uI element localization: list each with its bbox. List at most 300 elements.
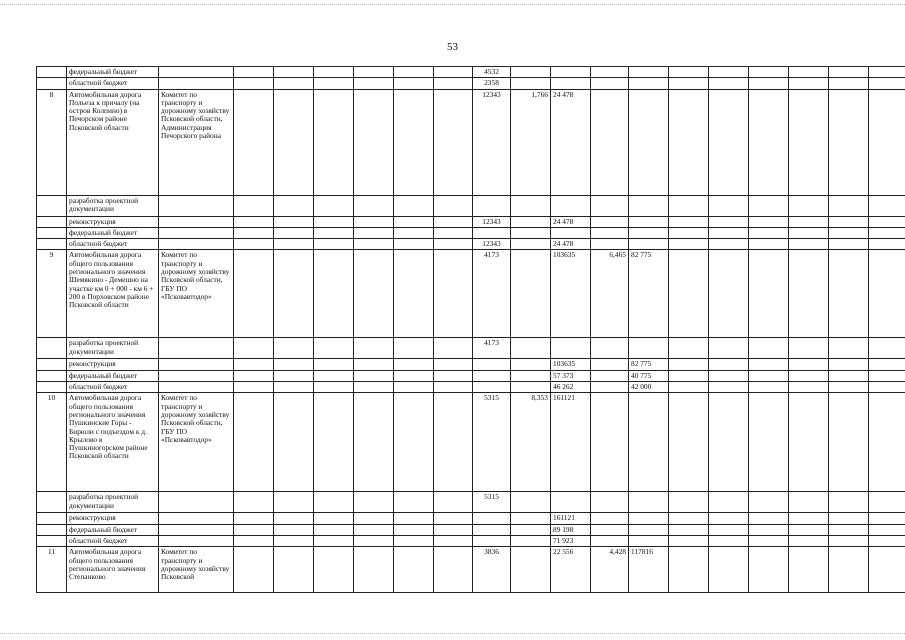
row-number-cell [37, 535, 67, 546]
empty-cell [354, 78, 394, 89]
empty-cell [869, 492, 905, 513]
scan-edge-bottom [0, 633, 905, 637]
row-number-cell [37, 78, 67, 89]
empty-cell [434, 492, 473, 513]
empty-cell [274, 524, 314, 535]
value-cell [551, 227, 591, 238]
value-cell [551, 67, 591, 78]
empty-cell [394, 195, 434, 216]
value-cell: 24 478 [551, 216, 591, 227]
value-cell [591, 338, 629, 359]
empty-cell [274, 393, 314, 492]
empty-cell [434, 338, 473, 359]
empty-cell [354, 239, 394, 250]
value-cell [629, 513, 669, 524]
row-number-cell: 11 [37, 547, 67, 593]
empty-cell [354, 492, 394, 513]
empty-cell [869, 67, 905, 78]
empty-cell [869, 216, 905, 227]
value-cell [511, 524, 551, 535]
value-cell [591, 393, 629, 492]
value-cell [629, 67, 669, 78]
empty-cell [829, 89, 869, 195]
empty-cell [394, 393, 434, 492]
empty-cell [789, 338, 829, 359]
row-number-cell: 9 [37, 250, 67, 338]
empty-cell [434, 78, 473, 89]
value-cell: 4,428 [591, 547, 629, 593]
value-cell [591, 535, 629, 546]
empty-cell [709, 370, 749, 381]
empty-cell [434, 239, 473, 250]
empty-cell [829, 67, 869, 78]
value-cell [591, 382, 629, 393]
value-cell: 161121 [551, 393, 591, 492]
empty-cell [669, 393, 709, 492]
empty-cell [274, 547, 314, 593]
empty-cell [749, 78, 789, 89]
object-name-cell: федеральный бюджет [67, 524, 159, 535]
empty-cell [314, 67, 354, 78]
object-name-cell: Автомобильная дорога Польеза к причалу (на остров Колпино) в Печорском районе Псковской области [67, 89, 159, 195]
table-row [37, 370, 905, 381]
empty-cell [669, 513, 709, 524]
object-name-cell: разработка проектной документации [67, 492, 159, 513]
empty-cell [234, 67, 274, 78]
scan-edge-top [0, 0, 905, 5]
empty-cell [829, 227, 869, 238]
empty-cell [869, 78, 905, 89]
value-cell [629, 535, 669, 546]
empty-cell [749, 227, 789, 238]
empty-cell [314, 227, 354, 238]
empty-cell [789, 67, 829, 78]
empty-cell [709, 513, 749, 524]
empty-cell [789, 78, 829, 89]
table-row [37, 250, 905, 338]
empty-cell [789, 535, 829, 546]
value-cell [629, 239, 669, 250]
value-cell [551, 195, 591, 216]
row-number-cell [37, 227, 67, 238]
value-cell [473, 513, 511, 524]
empty-cell [709, 359, 749, 370]
table-row [37, 492, 905, 513]
empty-cell [394, 78, 434, 89]
empty-cell [749, 239, 789, 250]
empty-cell [354, 67, 394, 78]
value-cell: 5315 [473, 393, 511, 492]
table-body [37, 67, 905, 593]
empty-cell [434, 359, 473, 370]
empty-cell [669, 67, 709, 78]
empty-cell [749, 216, 789, 227]
executor-cell [159, 382, 234, 393]
empty-cell [829, 195, 869, 216]
empty-cell [234, 227, 274, 238]
empty-cell [869, 338, 905, 359]
empty-cell [274, 89, 314, 195]
empty-cell [709, 216, 749, 227]
empty-cell [394, 89, 434, 195]
empty-cell [274, 227, 314, 238]
value-cell [629, 216, 669, 227]
empty-cell [709, 338, 749, 359]
value-cell [591, 78, 629, 89]
empty-cell [709, 382, 749, 393]
value-cell: 103635 [551, 250, 591, 338]
value-cell: 12343 [473, 239, 511, 250]
value-cell: 103635 [551, 359, 591, 370]
object-name-cell: областной бюджет [67, 382, 159, 393]
empty-cell [434, 547, 473, 593]
value-cell: 161121 [551, 513, 591, 524]
row-number-cell [37, 382, 67, 393]
empty-cell [234, 78, 274, 89]
empty-cell [829, 359, 869, 370]
empty-cell [314, 195, 354, 216]
empty-cell [394, 513, 434, 524]
empty-cell [749, 359, 789, 370]
executor-cell [159, 524, 234, 535]
empty-cell [394, 227, 434, 238]
empty-cell [749, 524, 789, 535]
object-name-cell: реконструкция [67, 359, 159, 370]
object-name-cell: областной бюджет [67, 239, 159, 250]
empty-cell [394, 535, 434, 546]
empty-cell [434, 216, 473, 227]
empty-cell [669, 370, 709, 381]
value-cell [629, 524, 669, 535]
empty-cell [709, 492, 749, 513]
empty-cell [789, 216, 829, 227]
empty-cell [789, 547, 829, 593]
empty-cell [274, 513, 314, 524]
empty-cell [709, 250, 749, 338]
value-cell [629, 492, 669, 513]
value-cell: 57 373 [551, 370, 591, 381]
empty-cell [749, 393, 789, 492]
executor-cell [159, 535, 234, 546]
empty-cell [314, 513, 354, 524]
row-number-cell: 10 [37, 393, 67, 492]
value-cell [591, 513, 629, 524]
value-cell [473, 359, 511, 370]
empty-cell [314, 250, 354, 338]
empty-cell [394, 370, 434, 381]
empty-cell [829, 78, 869, 89]
value-cell: 42 000 [629, 382, 669, 393]
executor-cell [159, 227, 234, 238]
empty-cell [709, 195, 749, 216]
empty-cell [234, 513, 274, 524]
empty-cell [314, 239, 354, 250]
empty-cell [354, 547, 394, 593]
empty-cell [789, 393, 829, 492]
empty-cell [434, 195, 473, 216]
value-cell [511, 216, 551, 227]
value-cell [511, 513, 551, 524]
empty-cell [314, 78, 354, 89]
value-cell [473, 524, 511, 535]
empty-cell [354, 513, 394, 524]
empty-cell [274, 370, 314, 381]
table-row [37, 547, 905, 593]
empty-cell [829, 239, 869, 250]
empty-cell [829, 382, 869, 393]
row-number-cell [37, 359, 67, 370]
page-number: 53 [447, 41, 458, 53]
empty-cell [749, 195, 789, 216]
empty-cell [789, 195, 829, 216]
table-row [37, 338, 905, 359]
value-cell [551, 492, 591, 513]
empty-cell [354, 535, 394, 546]
empty-cell [434, 67, 473, 78]
value-cell [591, 216, 629, 227]
table-row [37, 89, 905, 195]
table-row [37, 195, 905, 216]
value-cell: 22 556 [551, 547, 591, 593]
value-cell [511, 67, 551, 78]
empty-cell [434, 89, 473, 195]
empty-cell [314, 382, 354, 393]
value-cell [511, 338, 551, 359]
executor-cell: Комитет по транспорту и дорожному хозяйству Псковской [159, 547, 234, 593]
executor-cell [159, 216, 234, 227]
empty-cell [314, 359, 354, 370]
empty-cell [789, 513, 829, 524]
empty-cell [829, 216, 869, 227]
empty-cell [274, 359, 314, 370]
empty-cell [669, 78, 709, 89]
value-cell [629, 78, 669, 89]
value-cell [511, 547, 551, 593]
empty-cell [354, 250, 394, 338]
value-cell: 89 198 [551, 524, 591, 535]
empty-cell [434, 524, 473, 535]
empty-cell [709, 393, 749, 492]
value-cell: 71 923 [551, 535, 591, 546]
value-cell [629, 195, 669, 216]
value-cell: 4173 [473, 338, 511, 359]
value-cell [511, 535, 551, 546]
empty-cell [829, 338, 869, 359]
table-row [37, 359, 905, 370]
executor-cell [159, 338, 234, 359]
empty-cell [314, 370, 354, 381]
empty-cell [434, 370, 473, 381]
empty-cell [869, 524, 905, 535]
object-name-cell: областной бюджет [67, 78, 159, 89]
empty-cell [669, 359, 709, 370]
empty-cell [709, 78, 749, 89]
empty-cell [434, 382, 473, 393]
object-name-cell: Автомобильная дорога общего пользования регионального значения Шемякино - Демешно на участке км 0 + 000 - км 6 + 200 в Порховском районе Псковской области [67, 250, 159, 338]
value-cell: 2358 [473, 78, 511, 89]
empty-cell [394, 338, 434, 359]
value-cell: 4173 [473, 250, 511, 338]
value-cell [473, 382, 511, 393]
executor-cell [159, 370, 234, 381]
value-cell [591, 524, 629, 535]
value-cell [473, 370, 511, 381]
value-cell [551, 338, 591, 359]
empty-cell [354, 216, 394, 227]
empty-cell [234, 547, 274, 593]
value-cell [511, 359, 551, 370]
empty-cell [274, 250, 314, 338]
value-cell [591, 195, 629, 216]
executor-cell: Комитет по транспорту и дорожному хозяйству Псковской области, ГБУ ПО «Псковавтодор» [159, 393, 234, 492]
empty-cell [274, 382, 314, 393]
empty-cell [274, 535, 314, 546]
table-row [37, 382, 905, 393]
empty-cell [669, 239, 709, 250]
object-name-cell: Автомобильная дорога общего пользования регионального значения Пушкинские Горы - Бирюли с подъездом к д. Крылово в Пушкиногорском районе Псковской области [67, 393, 159, 492]
empty-cell [274, 338, 314, 359]
empty-cell [709, 547, 749, 593]
row-number-cell [37, 492, 67, 513]
empty-cell [274, 78, 314, 89]
empty-cell [394, 547, 434, 593]
empty-cell [829, 492, 869, 513]
row-number-cell [37, 67, 67, 78]
program-table [36, 66, 905, 593]
empty-cell [749, 382, 789, 393]
empty-cell [234, 195, 274, 216]
value-cell [591, 227, 629, 238]
empty-cell [749, 535, 789, 546]
value-cell [473, 227, 511, 238]
empty-cell [394, 492, 434, 513]
value-cell: 24 478 [551, 239, 591, 250]
empty-cell [749, 513, 789, 524]
empty-cell [234, 359, 274, 370]
empty-cell [869, 359, 905, 370]
object-name-cell: разработка проектной документации [67, 338, 159, 359]
table-row [37, 78, 905, 89]
value-cell [551, 78, 591, 89]
empty-cell [314, 492, 354, 513]
empty-cell [234, 370, 274, 381]
table-row [37, 393, 905, 492]
empty-cell [789, 370, 829, 381]
empty-cell [869, 195, 905, 216]
empty-cell [669, 524, 709, 535]
value-cell [591, 239, 629, 250]
empty-cell [669, 250, 709, 338]
empty-cell [234, 524, 274, 535]
empty-cell [869, 535, 905, 546]
value-cell [591, 492, 629, 513]
value-cell [511, 382, 551, 393]
empty-cell [314, 547, 354, 593]
empty-cell [669, 338, 709, 359]
object-name-cell: разработка проектной документации [67, 195, 159, 216]
value-cell: 1,766 [511, 89, 551, 195]
value-cell [591, 359, 629, 370]
table-row [37, 535, 905, 546]
row-number-cell [37, 338, 67, 359]
empty-cell [434, 393, 473, 492]
empty-cell [354, 89, 394, 195]
empty-cell [709, 524, 749, 535]
empty-cell [234, 89, 274, 195]
row-number-cell [37, 513, 67, 524]
empty-cell [869, 250, 905, 338]
empty-cell [274, 195, 314, 216]
row-number-cell [37, 195, 67, 216]
empty-cell [354, 393, 394, 492]
empty-cell [669, 382, 709, 393]
empty-cell [869, 547, 905, 593]
empty-cell [709, 227, 749, 238]
empty-cell [869, 227, 905, 238]
empty-cell [394, 239, 434, 250]
value-cell: 3836 [473, 547, 511, 593]
empty-cell [394, 524, 434, 535]
empty-cell [314, 524, 354, 535]
empty-cell [314, 89, 354, 195]
empty-cell [274, 216, 314, 227]
empty-cell [234, 535, 274, 546]
value-cell: 82 775 [629, 359, 669, 370]
table-row [37, 524, 905, 535]
empty-cell [869, 370, 905, 381]
empty-cell [354, 382, 394, 393]
empty-cell [869, 239, 905, 250]
empty-cell [709, 67, 749, 78]
empty-cell [789, 89, 829, 195]
table-row [37, 227, 905, 238]
table-row [37, 513, 905, 524]
value-cell: 46 262 [551, 382, 591, 393]
empty-cell [434, 513, 473, 524]
value-cell [629, 338, 669, 359]
empty-cell [354, 370, 394, 381]
executor-cell [159, 359, 234, 370]
object-name-cell: областной бюджет [67, 535, 159, 546]
empty-cell [829, 393, 869, 492]
executor-cell: Комитет по транспорту и дорожному хозяйству Псковской области, Администрация Печорского района [159, 89, 234, 195]
value-cell: 8,353 [511, 393, 551, 492]
empty-cell [434, 227, 473, 238]
value-cell: 12343 [473, 89, 511, 195]
table-row [37, 67, 905, 78]
empty-cell [749, 89, 789, 195]
empty-cell [234, 492, 274, 513]
value-cell [473, 535, 511, 546]
empty-cell [709, 535, 749, 546]
empty-cell [669, 547, 709, 593]
empty-cell [669, 89, 709, 195]
empty-cell [314, 216, 354, 227]
empty-cell [669, 216, 709, 227]
empty-cell [789, 359, 829, 370]
object-name-cell: реконструкция [67, 216, 159, 227]
value-cell [511, 78, 551, 89]
empty-cell [829, 524, 869, 535]
empty-cell [234, 216, 274, 227]
value-cell: 4532 [473, 67, 511, 78]
empty-cell [274, 239, 314, 250]
value-cell: 6,465 [591, 250, 629, 338]
empty-cell [354, 195, 394, 216]
empty-cell [669, 227, 709, 238]
empty-cell [749, 67, 789, 78]
empty-cell [234, 382, 274, 393]
